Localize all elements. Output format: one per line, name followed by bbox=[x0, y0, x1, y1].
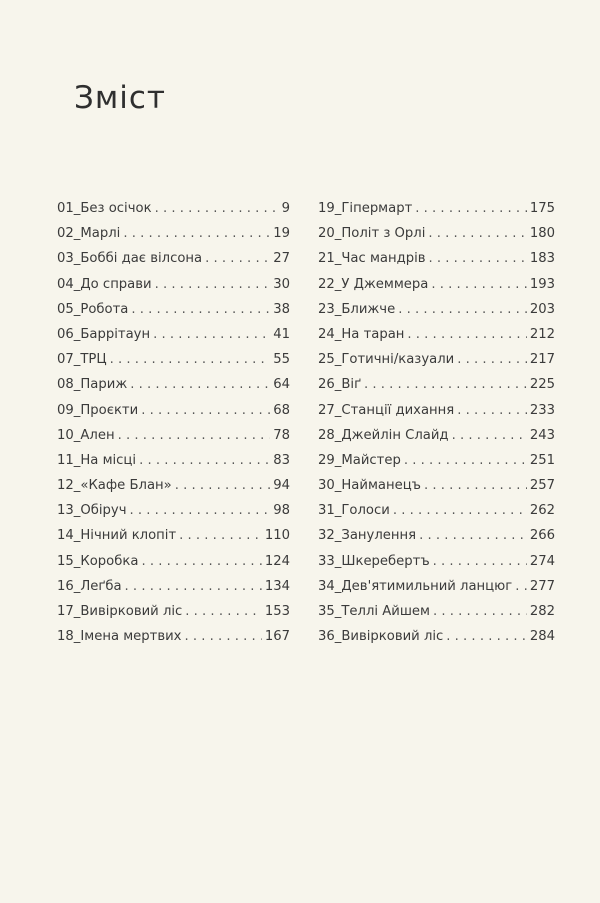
page-number: 266 bbox=[529, 528, 555, 544]
dot-leader bbox=[457, 403, 527, 418]
toc-entry bbox=[318, 503, 555, 528]
toc-entry bbox=[57, 604, 290, 629]
dot-leader bbox=[446, 629, 527, 644]
chapter-title: 09_Проєкти bbox=[57, 402, 139, 418]
toc-entry bbox=[318, 478, 555, 503]
page-number: 262 bbox=[529, 503, 555, 519]
dot-leader bbox=[452, 428, 527, 443]
toc-entry bbox=[57, 327, 290, 352]
toc-entry bbox=[57, 629, 290, 654]
chapter-title: 23_Ближче bbox=[318, 301, 396, 317]
toc-entry bbox=[318, 403, 555, 428]
toc-entry bbox=[318, 453, 555, 478]
dot-leader bbox=[125, 579, 262, 594]
toc-entry bbox=[318, 302, 555, 327]
dot-leader bbox=[398, 302, 527, 317]
toc-entry bbox=[57, 277, 290, 302]
toc-entry bbox=[57, 251, 290, 276]
dot-leader bbox=[130, 503, 271, 518]
toc-entry bbox=[318, 201, 555, 226]
page-number: 217 bbox=[529, 352, 555, 368]
dot-leader bbox=[407, 327, 526, 342]
toc-entry bbox=[57, 478, 290, 503]
chapter-title: 01_Без осічок bbox=[57, 201, 152, 216]
chapter-title: 03_Боббі дає вілсона bbox=[57, 251, 203, 267]
chapter-title: 20_Політ з Орлі bbox=[318, 226, 426, 242]
dot-leader bbox=[428, 226, 526, 241]
dot-leader bbox=[404, 453, 527, 468]
page-number: 175 bbox=[529, 201, 555, 216]
page-number: 212 bbox=[529, 326, 555, 342]
chapter-title: 15_Коробка bbox=[57, 553, 139, 569]
dot-leader bbox=[457, 352, 527, 367]
chapter-title: 30_Найманецъ bbox=[318, 478, 422, 494]
chapter-title: 22_У Джеммера bbox=[318, 276, 429, 292]
chapter-title: 36_Вивірковий ліс bbox=[318, 629, 444, 645]
dot-leader bbox=[155, 201, 279, 216]
page-number: 257 bbox=[529, 478, 555, 494]
dot-leader bbox=[130, 377, 270, 392]
chapter-title: 16_Леґба bbox=[57, 578, 122, 594]
dot-leader bbox=[419, 528, 527, 543]
dot-leader bbox=[184, 629, 261, 644]
chapter-title: 32_Занулення bbox=[318, 528, 417, 544]
dot-leader bbox=[424, 478, 527, 493]
page-number: 78 bbox=[273, 427, 290, 443]
dot-leader bbox=[141, 554, 261, 569]
dot-leader bbox=[110, 352, 271, 367]
page-number: 94 bbox=[273, 478, 290, 494]
page-number: 153 bbox=[264, 604, 290, 619]
dot-leader bbox=[415, 201, 527, 216]
dot-leader bbox=[118, 428, 271, 443]
page-number: 41 bbox=[273, 326, 290, 342]
toc-left-column bbox=[57, 201, 290, 654]
toc-entry bbox=[57, 528, 290, 553]
page-number: 124 bbox=[264, 553, 290, 569]
dot-leader bbox=[515, 579, 527, 594]
chapter-title: 17_Вивірковий ліс bbox=[57, 604, 183, 619]
dot-leader bbox=[205, 251, 270, 266]
page-number: 19 bbox=[273, 226, 290, 242]
page-number: 134 bbox=[264, 578, 290, 594]
toc-entry bbox=[57, 201, 290, 226]
chapter-title: 12_«Кафе Блан» bbox=[57, 478, 172, 494]
page-number: 180 bbox=[529, 226, 555, 242]
page-number: 110 bbox=[264, 528, 290, 544]
chapter-title: 02_Марлі bbox=[57, 226, 121, 242]
page-number: 243 bbox=[529, 427, 555, 443]
chapter-title: 33_Шкеребертъ bbox=[318, 553, 430, 569]
page-number: 83 bbox=[273, 452, 290, 468]
toc-entry bbox=[318, 629, 555, 654]
page-title: Зміст bbox=[74, 80, 166, 116]
chapter-title: 24_На таран bbox=[318, 326, 405, 342]
dot-leader bbox=[433, 554, 527, 569]
toc-entry bbox=[318, 554, 555, 579]
toc-entry bbox=[318, 604, 555, 629]
page-number: 251 bbox=[529, 452, 555, 468]
page-number: 98 bbox=[273, 503, 290, 519]
dot-leader bbox=[364, 377, 527, 392]
toc-entry bbox=[57, 428, 290, 453]
toc-entry bbox=[318, 352, 555, 377]
chapter-title: 04_До справи bbox=[57, 276, 152, 292]
chapter-title: 18_Імена мертвих bbox=[57, 629, 182, 645]
toc-entry bbox=[57, 554, 290, 579]
chapter-title: 29_Майстер bbox=[318, 452, 401, 468]
toc-entry bbox=[57, 226, 290, 251]
toc-entry bbox=[57, 302, 290, 327]
toc-entry bbox=[318, 528, 555, 553]
page-number: 233 bbox=[529, 402, 555, 418]
page-number: 55 bbox=[273, 352, 290, 368]
toc-entry bbox=[57, 453, 290, 478]
dot-leader bbox=[429, 251, 527, 266]
dot-leader bbox=[179, 528, 262, 543]
toc-entry bbox=[318, 327, 555, 352]
dot-leader bbox=[131, 302, 270, 317]
dot-leader bbox=[175, 478, 271, 493]
chapter-title: 10_Ален bbox=[57, 427, 115, 443]
dot-leader bbox=[185, 604, 262, 619]
chapter-title: 05_Робота bbox=[57, 301, 129, 317]
chapter-title: 08_Париж bbox=[57, 377, 128, 393]
chapter-title: 14_Нічний клопіт bbox=[57, 528, 177, 544]
toc-entry bbox=[318, 579, 555, 604]
page-number: 64 bbox=[273, 377, 290, 393]
chapter-title: 11_На місці bbox=[57, 452, 137, 468]
chapter-title: 35_Теллі Айшем bbox=[318, 604, 430, 619]
toc-entry bbox=[318, 226, 555, 251]
chapter-title: 34_Дев'ятимильний ланцюг bbox=[318, 578, 513, 594]
chapter-title: 25_Готичні/казуали bbox=[318, 352, 455, 368]
page-number: 27 bbox=[273, 251, 290, 267]
chapter-title: 07_ТРЦ bbox=[57, 352, 107, 368]
page-number: 38 bbox=[273, 301, 290, 317]
page-number: 277 bbox=[529, 578, 555, 594]
chapter-title: 13_Обіруч bbox=[57, 503, 127, 519]
chapter-title: 26_Віґ bbox=[318, 377, 362, 393]
toc-entry bbox=[57, 377, 290, 402]
page-number: 203 bbox=[529, 301, 555, 317]
toc-entry bbox=[318, 428, 555, 453]
page-number: 183 bbox=[529, 251, 555, 267]
page-number: 167 bbox=[264, 629, 290, 645]
chapter-title: 19_Гіпермарт bbox=[318, 201, 413, 216]
page-number: 9 bbox=[281, 201, 290, 216]
dot-leader bbox=[123, 226, 270, 241]
dot-leader bbox=[431, 277, 526, 292]
toc-entry bbox=[318, 277, 555, 302]
chapter-title: 31_Голоси bbox=[318, 503, 390, 519]
page-number: 30 bbox=[273, 276, 290, 292]
page-number: 282 bbox=[529, 604, 555, 619]
dot-leader bbox=[139, 453, 270, 468]
dot-leader bbox=[153, 327, 270, 342]
toc-entry bbox=[318, 377, 555, 402]
toc-right-column bbox=[318, 201, 555, 654]
chapter-title: 27_Станції дихання bbox=[318, 402, 455, 418]
chapter-title: 28_Джейлін Слайд bbox=[318, 427, 449, 443]
toc-entry bbox=[318, 251, 555, 276]
page-number: 193 bbox=[529, 276, 555, 292]
page-number: 274 bbox=[529, 553, 555, 569]
toc-entry bbox=[57, 503, 290, 528]
chapter-title: 06_Баррітаун bbox=[57, 326, 151, 342]
toc-entry bbox=[57, 579, 290, 604]
chapter-title: 21_Час мандрів bbox=[318, 251, 426, 267]
dot-leader bbox=[393, 503, 527, 518]
page-number: 68 bbox=[273, 402, 290, 418]
toc-entry bbox=[57, 352, 290, 377]
dot-leader bbox=[141, 403, 270, 418]
toc-entry bbox=[57, 403, 290, 428]
page-number: 225 bbox=[529, 377, 555, 393]
dot-leader bbox=[433, 604, 527, 619]
page-number: 284 bbox=[529, 629, 555, 645]
dot-leader bbox=[155, 277, 271, 292]
